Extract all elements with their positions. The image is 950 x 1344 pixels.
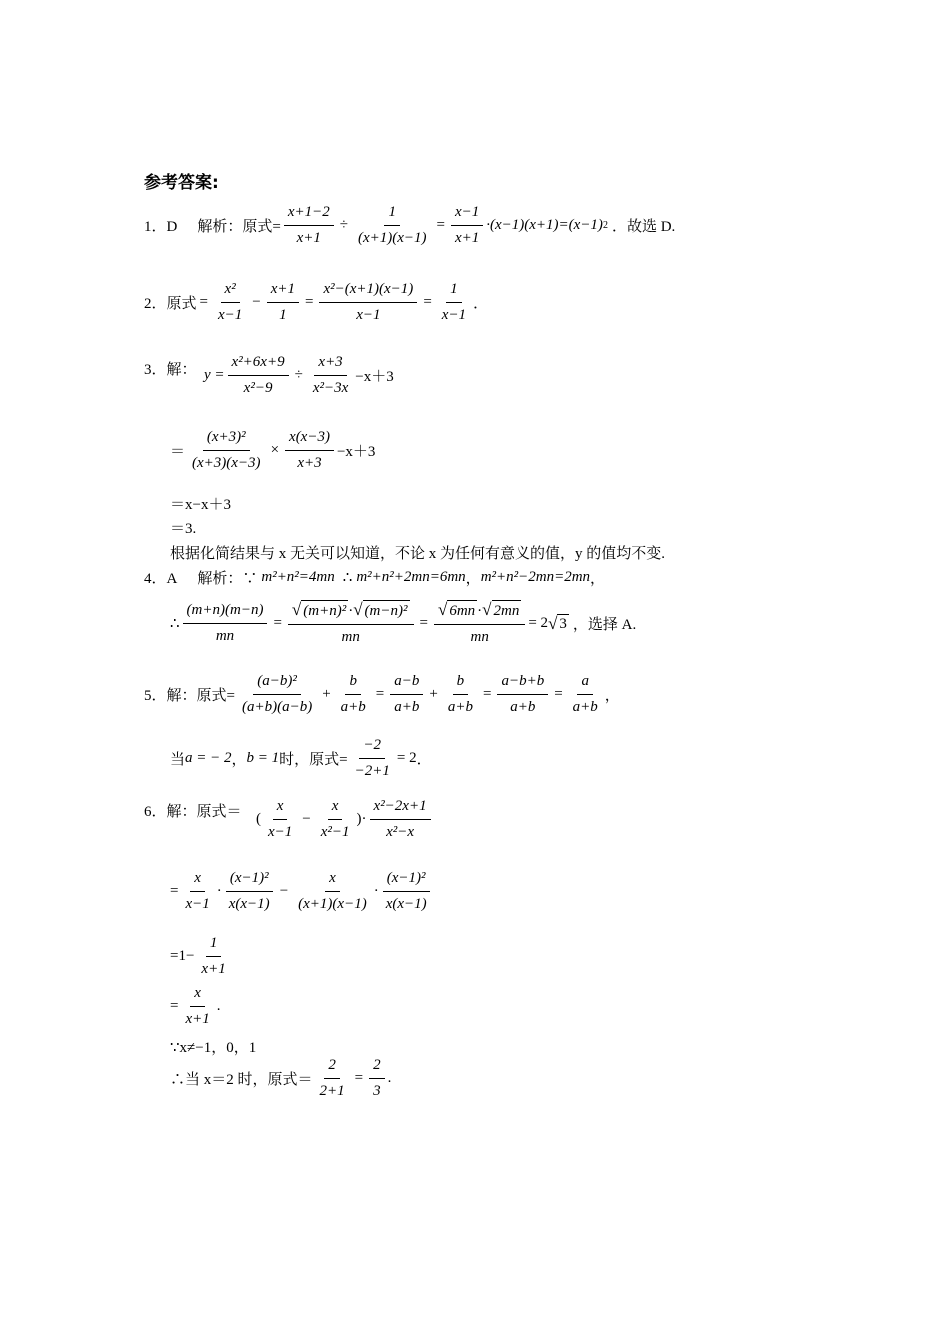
answer-6-line-2: = $\frac{x}{x-1}$ · $\frac{\text{(x−1)²}}{x(x-1)}$ − $\frac{x}{(x+1)(x-1)}$ · $\frac{\text{(x−1)²}}{x(x-1)}$ <box>170 869 434 914</box>
fraction: $\frac{a-b+b}{a+b}$ <box>497 672 548 717</box>
page-title: 参考答案: <box>144 173 219 193</box>
fraction: $\frac{\text{x²}}{x-1}$ <box>217 281 243 323</box>
fraction: $\frac{-2}{-2+1}$ <box>354 737 390 779</box>
fraction: $\frac{a-b}{a+b}$ <box>390 672 423 717</box>
answer-1-number: 1．D <box>144 219 178 235</box>
fraction: $\frac{x+1-2}{x+1}$ <box>284 203 334 248</box>
fraction: $\frac{2}{3}$ <box>369 1056 385 1101</box>
sqrt: √ 6mn <box>437 600 476 619</box>
fraction: $\frac{\text{(x−1)²}}{x(x-1)}$ <box>382 869 431 914</box>
answer-6-line-5: ∵x≠−1，0，1 <box>170 1040 257 1056</box>
fraction: $\frac{x}{x-1}$ <box>268 798 293 840</box>
answer-3-number: 3．解： <box>144 362 197 378</box>
fraction: √ (m+n)² · √ (m−n)² mn <box>288 600 414 647</box>
sqrt: √ 3 <box>548 613 567 633</box>
fraction: $\frac{\text{x²+6x+9}}{\text{x²−9}}$ <box>228 353 289 398</box>
fraction: $\frac{b}{a+b}$ <box>447 673 473 715</box>
answer-3-line-2: ＝ $\frac{\text{(x+3)²}}{(x+3)(x-3)}$ × $\frac{x(x-3)}{x+3}$ −x＋3 <box>170 429 376 471</box>
answer-3-line-1: y = $\frac{\text{x²+6x+9}}{\text{x²−9}}$ ÷ $\frac{x+3}{\text{x²−3x}}$ −x＋3 <box>204 354 394 396</box>
sqrt: √ (m−n)² <box>353 600 408 619</box>
answer-4-line-1: 4．A 解析：∵ m²+n²=4mn ∴ m²+n²+2mn=6mn ， m²+n²−2mn=2mn ， <box>144 569 606 587</box>
fraction: $\frac{x-1}{x+1}$ <box>451 203 483 248</box>
fraction: $\frac{\text{x²−(x+1)(x−1)}}{x-1}$ <box>319 280 417 325</box>
fraction: $\frac{a}{a+b}$ <box>572 673 598 715</box>
fraction: $\frac{x(x-3)}{x+3}$ <box>285 428 334 473</box>
fraction: $\frac{2}{2+1}$ <box>319 1057 345 1099</box>
answer-3-line-3: ＝x−x＋3 <box>170 497 231 513</box>
fraction: $\frac{(m+n)(m-n)}{mn}$ <box>183 601 268 646</box>
answer-5-line-2: 当 a = − 2 ， b = 1 时，原式= $\frac{-2}{-2+1}$ = 2 ． <box>170 737 432 779</box>
fraction: $\frac{b}{a+b}$ <box>340 673 366 715</box>
fraction: $\frac{x}{\text{x²−1}}$ <box>320 798 350 840</box>
fraction: $\frac{\text{(x+3)²}}{(x+3)(x-3)}$ <box>192 429 261 471</box>
fraction: $\frac{x}{x+1}$ <box>185 985 210 1027</box>
answer-6-line-3: =1− $\frac{1}{x+1}$ <box>170 934 233 979</box>
fraction: $\frac{\text{(a−b)²}}{(a+b)(a-b)}$ <box>241 673 313 715</box>
fraction: $\frac{x}{x-1}$ <box>185 870 210 912</box>
answer-5-number: 5．解：原式= <box>144 688 235 704</box>
fraction: $\frac{x}{(x+1)(x-1)}$ <box>298 870 367 912</box>
answer-1-label: 解析：原式= <box>197 219 281 235</box>
fraction: √ 6mn · √ 2mn mn <box>434 600 525 647</box>
fraction: $\frac{1}{x+1}$ <box>201 935 226 977</box>
sqrt: √ (m+n)² <box>291 600 347 619</box>
answer-4-line-2: ∴ $\frac{(m+n)(m-n)}{mn}$ = √ (m+n)² · √ (m−n)² mn = √ 6mn · √ 2mn mn = 2 √ 3 ，选择 A. <box>170 600 637 645</box>
fraction: $\frac{1}{(x+1)(x-1)}$ <box>357 204 427 246</box>
fraction: $\frac{1}{x-1}$ <box>441 281 467 323</box>
answer-5-line-1: 5．解：原式= $\frac{\text{(a−b)²}}{(a+b)(a-b)}$ + $\frac{b}{a+b}$ = $\frac{a-b}{a+b}$ + $\frac{b}{a+b}$ = $\frac{a-b+b}{a+b}$ = $\frac{a}{a+b}$ ， <box>144 673 620 715</box>
fraction: $\frac{\text{(x−1)²}}{x(x-1)}$ <box>225 869 274 914</box>
answer-6-line-6: ∴当 x＝2 时，原式＝ $\frac{2}{2+1}$ = $\frac{2}{3}$ . <box>170 1057 392 1099</box>
answer-6-line-4: = $\frac{x}{x+1}$ . <box>170 985 221 1027</box>
fraction: $\frac{\text{x²−2x+1}}{\text{x²−x}}$ <box>370 797 431 842</box>
fraction: $\frac{x+3}{\text{x²−3x}}$ <box>312 354 349 396</box>
fraction: $\frac{x+1}{1}$ <box>267 280 299 325</box>
sqrt: √ 2mn <box>482 600 520 619</box>
answer-2: 2．原式 = $\frac{\text{x²}}{x-1}$ − $\frac{x+1}{1}$ = $\frac{\text{x²−(x+1)(x−1)}}{x-1}$ = $\frac{1}{x-1}$ ． <box>144 281 489 323</box>
answer-6-number: 6．解：原式＝ <box>144 804 242 820</box>
answer-4-number: 4．A <box>144 571 178 587</box>
answer-1: 1．D 解析：原式= $\frac{x+1-2}{x+1}$ ÷ $\frac{1}{(x+1)(x-1)}$ = $\frac{x-1}{x+1}$ ·(x−1)(x+1)=(x−1) 2 ．故选 D. <box>144 204 676 246</box>
answer-3-line-4: ＝3. <box>170 521 197 537</box>
answer-6-line-1: ( $\frac{x}{x-1}$ − $\frac{x}{\text{x²−1}}$ )· $\frac{\text{x²−2x+1}}{\text{x²−x}}$ <box>256 797 434 842</box>
answer-3-conclusion: 根据化简结果与 x 无关可以知道，不论 x 为任何有意义的值，y 的值均不变. <box>170 546 666 562</box>
answer-2-number: 2．原式 <box>144 296 197 312</box>
